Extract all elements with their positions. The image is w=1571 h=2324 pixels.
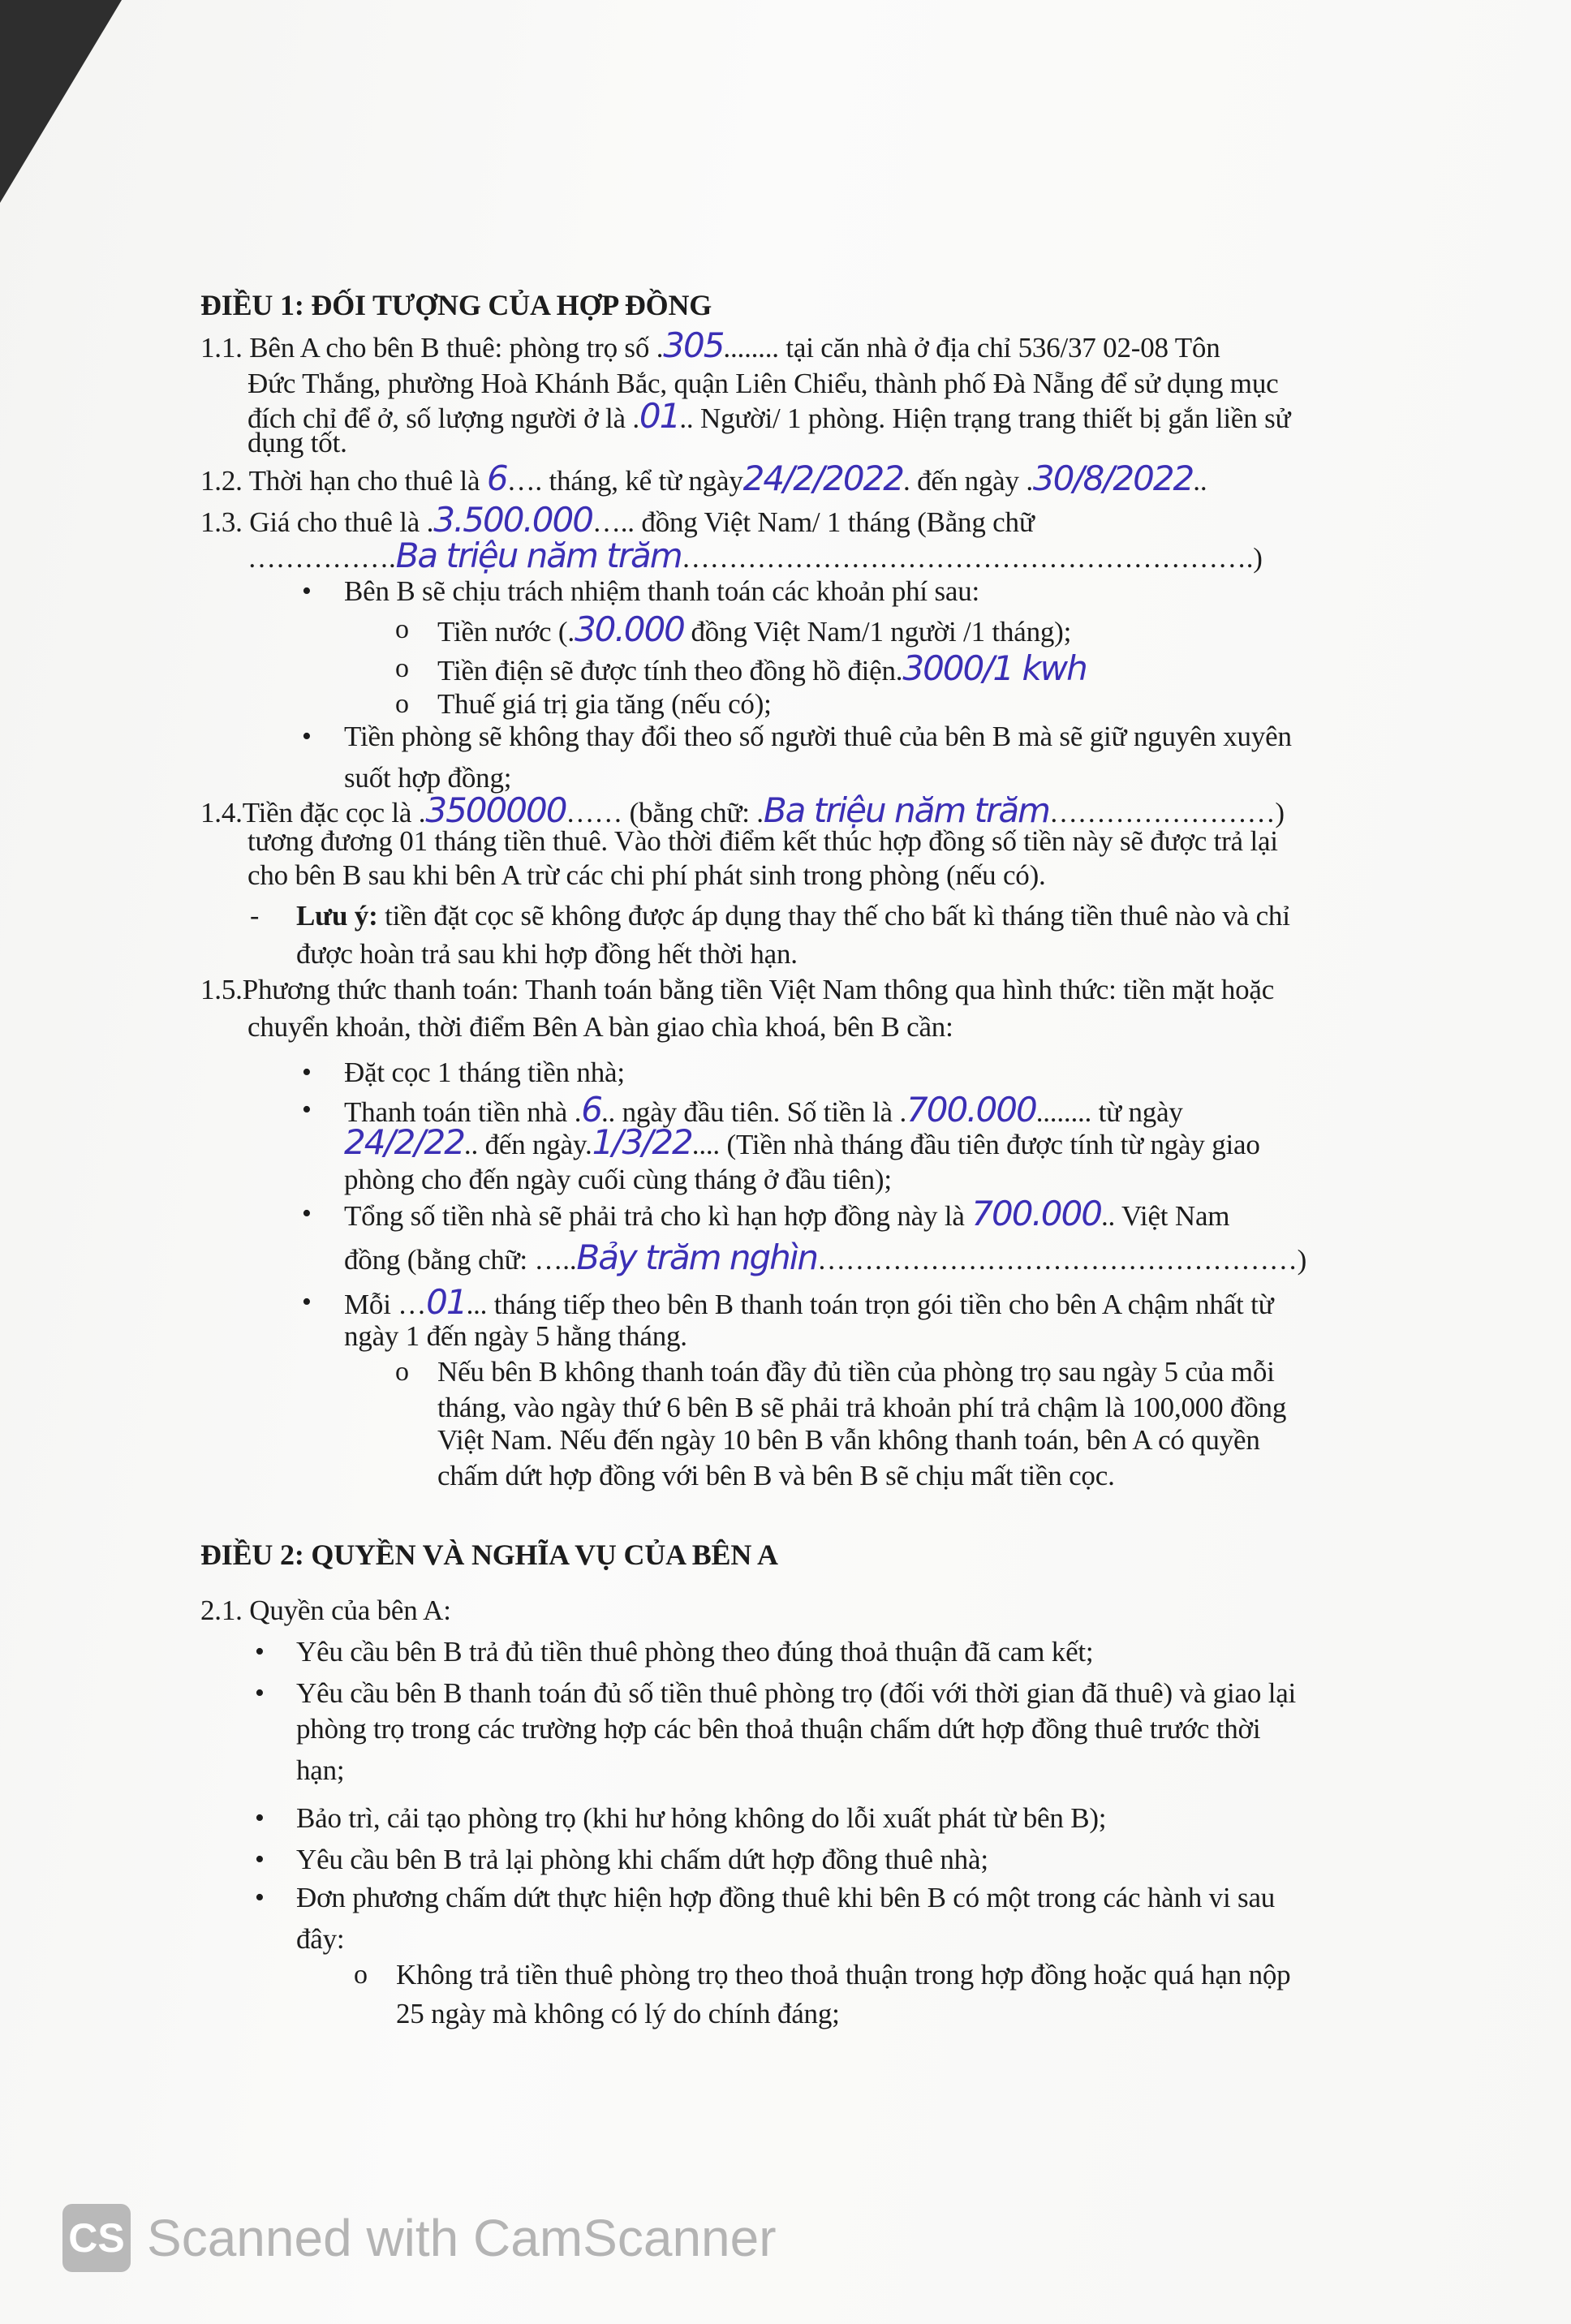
printed-text: Thuế giá trị gia tăng (nếu có); — [437, 688, 772, 720]
printed-text: Thanh toán tiền nhà . — [344, 1096, 582, 1128]
printed-text: suốt hợp đồng; — [344, 762, 512, 794]
document-line — [437, 1390, 1286, 1426]
printed-text: .. Việt Nam — [1100, 1200, 1230, 1232]
document-line — [437, 1422, 1260, 1458]
bullet-icon: • — [255, 1844, 265, 1874]
document-line — [296, 1676, 1296, 1711]
document-line — [247, 425, 347, 461]
note-label: Lưu ý: — [296, 900, 378, 932]
document-line — [344, 1319, 687, 1354]
printed-text: Tiền phòng sẽ không thay đổi theo số người thuê của bên B mà sẽ giữ nguyên xuyên — [344, 721, 1292, 752]
printed-text: Tiền nước (. — [437, 616, 575, 648]
printed-text: .. — [1193, 465, 1207, 497]
printed-text: 1.5.Phương thức thanh toán: Thanh toán bằng tiền Việt Nam thông qua hình thức: tiền mặt hoặc — [200, 974, 1275, 1005]
document-line — [296, 1842, 988, 1878]
printed-text: Bảo trì, cải tạo phòng trọ (khi hư hỏng không do lỗi xuất phát từ bên B); — [296, 1802, 1107, 1834]
printed-text: tương đương 01 tháng tiền thuê. Vào thời điểm kết thúc hợp đồng số tiền này sẽ được trả lại — [247, 825, 1278, 857]
document-line — [296, 1634, 1093, 1670]
document-line — [200, 1593, 451, 1629]
bullet-icon: • — [302, 576, 312, 606]
handwritten-value: 6 — [486, 458, 507, 498]
document-line — [247, 1009, 953, 1045]
printed-text: tháng, vào ngày thứ 6 bên B sẽ phải trả khoản phí trả chậm là 100,000 đồng — [437, 1392, 1287, 1423]
printed-text: phòng trọ trong các trường hợp các bên thoả thuận chấm dứt hợp đồng thuê trước thời — [296, 1713, 1261, 1745]
printed-text: đây: — [296, 1923, 345, 1955]
circle-bullet-icon: o — [395, 1357, 409, 1387]
bullet-icon: • — [302, 1095, 312, 1125]
handwritten-value: 305 — [663, 325, 724, 365]
bullet-icon: • — [302, 1287, 312, 1317]
document-line — [296, 1711, 1260, 1747]
printed-text: ĐIỀU 2: QUYỀN VÀ NGHĨA VỤ CỦA BÊN A — [200, 1539, 778, 1571]
handwritten-value: 24/2/2022 — [742, 458, 903, 498]
printed-text: hạn; — [296, 1754, 345, 1786]
printed-text: cho bên B sau khi bên A trừ các chi phí phát sinh trong phòng (nếu có). — [247, 859, 1046, 891]
document-line — [344, 574, 979, 609]
printed-text: 25 ngày mà không có lý do chính đáng; — [396, 1998, 840, 2029]
printed-text: chấm dứt hợp đồng với bên B và bên B sẽ chịu mất tiền cọc. — [437, 1460, 1115, 1491]
handwritten-value: 01 — [426, 1282, 467, 1322]
printed-text: ……………. — [247, 542, 396, 574]
printed-text: Tổng số tiền nhà sẽ phải trả cho kì hạn hợp đồng này là — [344, 1200, 972, 1232]
bullet-icon: • — [302, 1057, 312, 1087]
document-line — [296, 1801, 1106, 1836]
handwritten-value: Ba triệu năm trăm — [395, 536, 682, 575]
document-line — [344, 1282, 1274, 1323]
handwritten-value: 3.500.000 — [433, 500, 592, 540]
document-line — [344, 719, 1292, 755]
printed-text: Nếu bên B không thanh toán đầy đủ tiền của phòng trọ sau ngày 5 của mỗi — [437, 1356, 1275, 1388]
printed-text: 1.4.Tiền đặc cọc là . — [200, 797, 426, 828]
printed-text: phòng cho đến ngày cuối cùng tháng ở đầu tiên); — [344, 1164, 892, 1195]
circle-bullet-icon: o — [395, 614, 409, 644]
document-line — [247, 538, 1263, 576]
printed-text: .. Người/ 1 phòng. Hiện trạng trang thiết bị gắn liền sử — [679, 402, 1291, 434]
document-line — [437, 609, 1072, 650]
handwritten-value: 3500000 — [425, 790, 566, 830]
document-line — [437, 648, 1087, 689]
document-line — [296, 1922, 344, 1957]
printed-text: Yêu cầu bên B trả lại phòng khi chấm dứt hợp đồng thuê nhà; — [296, 1844, 988, 1875]
printed-text: ……………………………………………) — [817, 1244, 1307, 1276]
printed-text: được hoàn trả sau khi hợp đồng hết thời hạn. — [296, 938, 798, 970]
bullet-icon: • — [255, 1637, 265, 1667]
document-line — [344, 1196, 1229, 1234]
handwritten-value: 700.000 — [906, 1090, 1036, 1130]
printed-text: Yêu cầu bên B trả đủ tiền thuê phòng theo đúng thoả thuận đã cam kết; — [296, 1636, 1094, 1668]
document-line — [200, 972, 1274, 1008]
document-line — [344, 1162, 892, 1198]
document-line — [437, 1458, 1115, 1494]
printed-text: ngày 1 đến ngày 5 hằng tháng. — [344, 1320, 687, 1352]
document-line — [247, 824, 1278, 859]
document-line — [437, 1354, 1275, 1390]
bullet-icon: • — [255, 1883, 265, 1913]
circle-bullet-icon: o — [395, 653, 409, 683]
printed-text: .. ngày đầu tiên. Số tiền là . — [600, 1096, 906, 1128]
circle-bullet-icon: o — [395, 689, 409, 719]
document-line — [247, 398, 1290, 437]
document-line — [296, 898, 1290, 934]
watermark-text: Scanned with CamScanner — [147, 2209, 777, 2267]
printed-text: ........ tại căn nhà ở địa chỉ 536/37 02-08 Tôn — [723, 332, 1220, 364]
bullet-icon: • — [302, 1199, 312, 1229]
camscanner-logo: CS — [62, 2204, 131, 2272]
printed-text: Đặt cọc 1 tháng tiền nhà; — [344, 1057, 625, 1088]
printed-text: ……………………) — [1048, 797, 1285, 828]
handwritten-value: 1/3/22 — [592, 1122, 692, 1162]
document-line — [296, 1753, 344, 1788]
printed-text: đồng (bằng chữ: ….. — [344, 1244, 577, 1276]
handwritten-value: Bảy trăm nghìn — [576, 1237, 818, 1277]
camscanner-watermark — [62, 2204, 777, 2272]
section-heading — [200, 1537, 778, 1573]
document-line — [200, 325, 1220, 366]
document-line — [396, 1996, 840, 2032]
printed-text: Không trả tiền thuê phòng trọ theo thoả thuận trong hợp đồng hoặc quá hạn nộp — [396, 1959, 1291, 1990]
printed-text: …. tháng, kể từ ngày — [506, 465, 743, 497]
printed-text: tiền đặt cọc sẽ không được áp dụng thay thế cho bất kì tháng tiền thuê nào và chỉ — [377, 900, 1290, 932]
printed-text: .... (Tiền nhà tháng đầu tiên được tính từ ngày giao — [691, 1129, 1260, 1160]
printed-text: 2.1. Quyền của bên A: — [200, 1595, 451, 1626]
printed-text: Bên B sẽ chịu trách nhiệm thanh toán các khoản phí sau: — [344, 575, 980, 607]
handwritten-value: 30/8/2022 — [1032, 458, 1194, 498]
printed-text: .. đến ngày. — [463, 1129, 592, 1160]
page-corner — [0, 0, 122, 203]
printed-text: Mỗi … — [344, 1289, 427, 1320]
handwritten-value: 3000/1 kwh — [902, 648, 1087, 688]
bullet-icon: • — [255, 1678, 265, 1708]
printed-text: ... tháng tiếp theo bên B thanh toán trọn gói tiền cho bên A chậm nhất từ — [466, 1289, 1274, 1320]
dash-bullet-icon: - — [250, 901, 260, 931]
circle-bullet-icon: o — [354, 1960, 368, 1990]
handwritten-value: 01 — [639, 396, 680, 436]
handwritten-value: 700.000 — [971, 1194, 1101, 1233]
document-line — [247, 366, 1278, 402]
handwritten-value: 6 — [581, 1090, 601, 1130]
bullet-icon: • — [302, 721, 312, 751]
printed-text: Đơn phương chấm dứt thực hiện hợp đồng thuê khi bên B có một trong các hành vi sau — [296, 1882, 1276, 1913]
bullet-icon: • — [255, 1803, 265, 1833]
document-line — [200, 502, 1035, 540]
printed-text: đồng Việt Nam/1 người /1 tháng); — [683, 616, 1072, 648]
document-line — [247, 858, 1046, 893]
document-line — [344, 1237, 1307, 1278]
printed-text: Yêu cầu bên B thanh toán đủ số tiền thuê phòng trọ (đối với thời gian đã thuê) và giao lại — [296, 1677, 1297, 1709]
printed-text: dụng tốt. — [247, 427, 347, 458]
printed-text: 1.1. Bên A cho bên B thuê: phòng trọ số . — [200, 332, 664, 364]
printed-text: ĐIỀU 1: ĐỐI TƯỢNG CỦA HỢP ĐỒNG — [200, 289, 712, 321]
handwritten-value: Ba triệu năm trăm — [763, 790, 1049, 830]
printed-text: Việt Nam. Nếu đến ngày 10 bên B vẫn không thanh toán, bên A có quyền — [437, 1424, 1260, 1456]
document-line — [344, 1122, 1260, 1163]
printed-text: . đến ngày . — [903, 465, 1033, 497]
document-line — [200, 458, 1207, 499]
printed-text: …………………………………………………….) — [681, 542, 1263, 574]
printed-text: đích chỉ để ở, số lượng người ở là . — [247, 402, 639, 434]
handwritten-value: 30.000 — [574, 609, 684, 649]
document-line — [396, 1957, 1290, 1993]
printed-text: Đức Thắng, phường Hoà Khánh Bắc, quận Liên Chiểu, thành phố Đà Nẵng để sử dụng mục — [247, 368, 1279, 399]
printed-text: Tiền điện sẽ được tính theo đồng hồ điện. — [437, 655, 903, 686]
document-line — [437, 686, 772, 722]
printed-text: chuyển khoản, thời điểm Bên A bàn giao chìa khoá, bên B cần: — [247, 1011, 953, 1043]
document-line — [296, 1880, 1275, 1916]
printed-text: 1.2. Thời hạn cho thuê là — [200, 465, 487, 497]
document-line — [344, 1055, 625, 1091]
document-line — [296, 936, 798, 972]
printed-text: ........ từ ngày — [1035, 1096, 1183, 1128]
handwritten-value: 24/2/22 — [344, 1122, 464, 1162]
printed-text: 1.3. Giá cho thuê là . — [200, 506, 434, 538]
printed-text: ….. đồng Việt Nam/ 1 tháng (Bằng chữ — [592, 506, 1035, 538]
section-heading — [200, 287, 712, 323]
printed-text: …… (bằng chữ: . — [566, 797, 764, 828]
